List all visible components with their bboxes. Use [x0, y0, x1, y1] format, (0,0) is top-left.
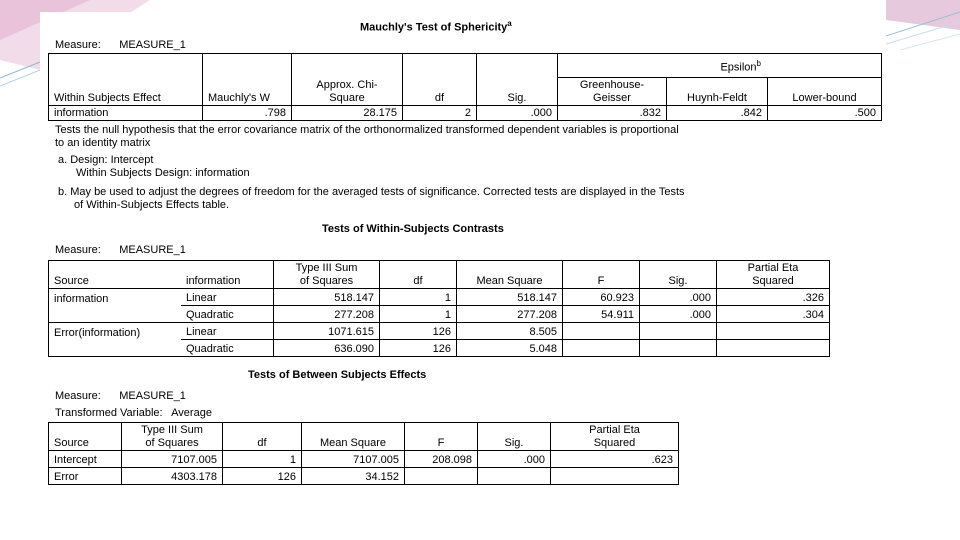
cell-sig: .000: [478, 451, 551, 468]
cell-ms: 7107.005: [302, 451, 405, 468]
table-row: [49, 289, 830, 306]
cell-sig: .000: [640, 289, 717, 306]
cell-eta: [717, 323, 830, 340]
cell-ss: 518.147: [274, 289, 380, 306]
cell-df: 1: [380, 289, 457, 306]
table-row: [49, 106, 882, 121]
contrasts-title: Tests of Within-Subjects Contrasts: [322, 223, 504, 235]
cell-ms: 34.152: [302, 468, 405, 485]
cell-df: 126: [380, 323, 457, 340]
header-within-effect: Within Subjects Effect: [49, 54, 203, 106]
cell-f: 54.911: [563, 306, 640, 323]
cell-df: 2: [403, 106, 477, 121]
top-left-line-2: [0, 70, 40, 86]
cell-hf: .842: [667, 106, 768, 121]
cell-f: 60.923: [563, 289, 640, 306]
mauchly-note-main: [55, 124, 679, 150]
cell-gg: .832: [558, 106, 667, 121]
cell-source: [49, 306, 182, 323]
cell-df: 1: [223, 451, 302, 468]
cell-eta: [717, 340, 830, 357]
measure-value: MEASURE_1: [119, 390, 186, 402]
header-f: F: [563, 261, 640, 289]
cell-w: .798: [203, 106, 292, 121]
cell-ss: 277.208: [274, 306, 380, 323]
cell-lb: .500: [768, 106, 882, 121]
cell-f: [405, 468, 478, 485]
cell-ms: 8.505: [457, 323, 563, 340]
cell-df: 126: [223, 468, 302, 485]
between-measure: [55, 390, 186, 403]
cell-ss: 4303.178: [122, 468, 223, 485]
cell-source: Error: [49, 468, 122, 485]
note-main-line-2: to an identity matrix: [55, 137, 151, 149]
cell-f: 208.098: [405, 451, 478, 468]
cell-term: Linear: [181, 289, 274, 306]
cell-sig: [640, 340, 717, 357]
header-huynh-feldt: Huynh-Feldt: [667, 78, 768, 106]
header-f: F: [405, 423, 478, 451]
cell-eta: .304: [717, 306, 830, 323]
top-right-line-2: [886, 22, 960, 44]
mauchly-title-sup: a: [507, 19, 512, 28]
cell-ms: 5.048: [457, 340, 563, 357]
table-row: [49, 340, 830, 357]
mauchly-title-text: Mauchly's Test of Sphericity: [360, 21, 508, 34]
contrasts-table: [48, 260, 830, 357]
header-type-iii-ss: Type III Sum of Squares: [274, 261, 380, 289]
cell-source: information: [49, 289, 182, 306]
header-greenhouse-geisser: Greenhouse- Geisser: [558, 78, 667, 106]
header-mean-square: Mean Square: [302, 423, 405, 451]
cell-sig: [640, 323, 717, 340]
transformed-label: Transformed Variable:: [55, 407, 163, 419]
contrasts-measure: [55, 244, 186, 257]
cell-sig: [478, 468, 551, 485]
header-mean-square: Mean Square: [457, 261, 563, 289]
note-b-line-1: b. May be used to adjust the degrees of freedom for the averaged tests of significance. Corrected tests are displayed in the Tests: [58, 186, 685, 198]
header-df: df: [380, 261, 457, 289]
measure-label: Measure:: [55, 39, 101, 51]
cell-term: Quadratic: [181, 340, 274, 357]
header-sig: Sig.: [478, 423, 551, 451]
cell-ms: 277.208: [457, 306, 563, 323]
cell-effect: information: [49, 106, 203, 121]
table-row: [49, 451, 679, 468]
cell-ms: 518.147: [457, 289, 563, 306]
header-information: information: [181, 261, 274, 289]
cell-term: Linear: [181, 323, 274, 340]
header-df: df: [403, 54, 477, 106]
mauchly-measure: [55, 39, 186, 52]
cell-source: [49, 340, 182, 357]
header-sig: Sig.: [640, 261, 717, 289]
table-row: [49, 468, 679, 485]
note-b-line-2: of Within-Subjects Effects table.: [74, 199, 230, 211]
measure-value: MEASURE_1: [119, 39, 186, 51]
measure-label: Measure:: [55, 390, 101, 402]
mauchly-note-a: [58, 154, 250, 180]
header-source: Source: [49, 423, 122, 451]
cell-ss: 636.090: [274, 340, 380, 357]
transformed-value: Average: [171, 407, 212, 419]
note-a-line-2: Within Subjects Design: information: [76, 167, 250, 179]
cell-f: [563, 340, 640, 357]
header-chi-square: Approx. Chi- Square: [292, 54, 403, 106]
header-partial-eta: Partial Eta Squared: [717, 261, 830, 289]
cell-f: [563, 323, 640, 340]
header-df: df: [223, 423, 302, 451]
measure-label: Measure:: [55, 244, 101, 256]
header-epsilon: Epsilon$^b$: [558, 54, 882, 78]
table-row: [49, 306, 830, 323]
cell-df: 1: [380, 306, 457, 323]
header-source: Source: [49, 261, 182, 289]
cell-source: Intercept: [49, 451, 122, 468]
spss-output-document: [40, 12, 886, 492]
cell-eta: [551, 468, 679, 485]
table-row: [49, 323, 830, 340]
cell-eta: .326: [717, 289, 830, 306]
cell-df: 126: [380, 340, 457, 357]
cell-sig: .000: [477, 106, 558, 121]
header-mauchly-w: Mauchly's W: [203, 54, 292, 106]
cell-ss: 1071.615: [274, 323, 380, 340]
header-partial-eta: Partial Eta Squared: [551, 423, 679, 451]
mauchly-note-b: [58, 186, 685, 212]
cell-sig: .000: [640, 306, 717, 323]
between-title: Tests of Between Subjects Effects: [248, 369, 427, 381]
cell-term: Quadratic: [181, 306, 274, 323]
cell-eta: .623: [551, 451, 679, 468]
top-right-line-3: [900, 34, 960, 50]
measure-value: MEASURE_1: [119, 244, 186, 256]
cell-chi: 28.175: [292, 106, 403, 121]
header-type-iii-ss: Type III Sum of Squares: [122, 423, 223, 451]
header-sig: Sig.: [477, 54, 558, 106]
mauchly-title: [360, 17, 512, 35]
between-transformed: [55, 407, 212, 420]
header-lower-bound: Lower-bound: [768, 78, 882, 106]
note-a-line-1: a. Design: Intercept: [58, 154, 154, 166]
note-main-line-1: Tests the null hypothesis that the error covariance matrix of the orthonormalized transformed dependent variables is proportional: [55, 124, 679, 136]
mauchly-table: [48, 53, 882, 121]
between-table: [48, 422, 679, 485]
cell-source: Error(information): [49, 323, 182, 340]
cell-ss: 7107.005: [122, 451, 223, 468]
